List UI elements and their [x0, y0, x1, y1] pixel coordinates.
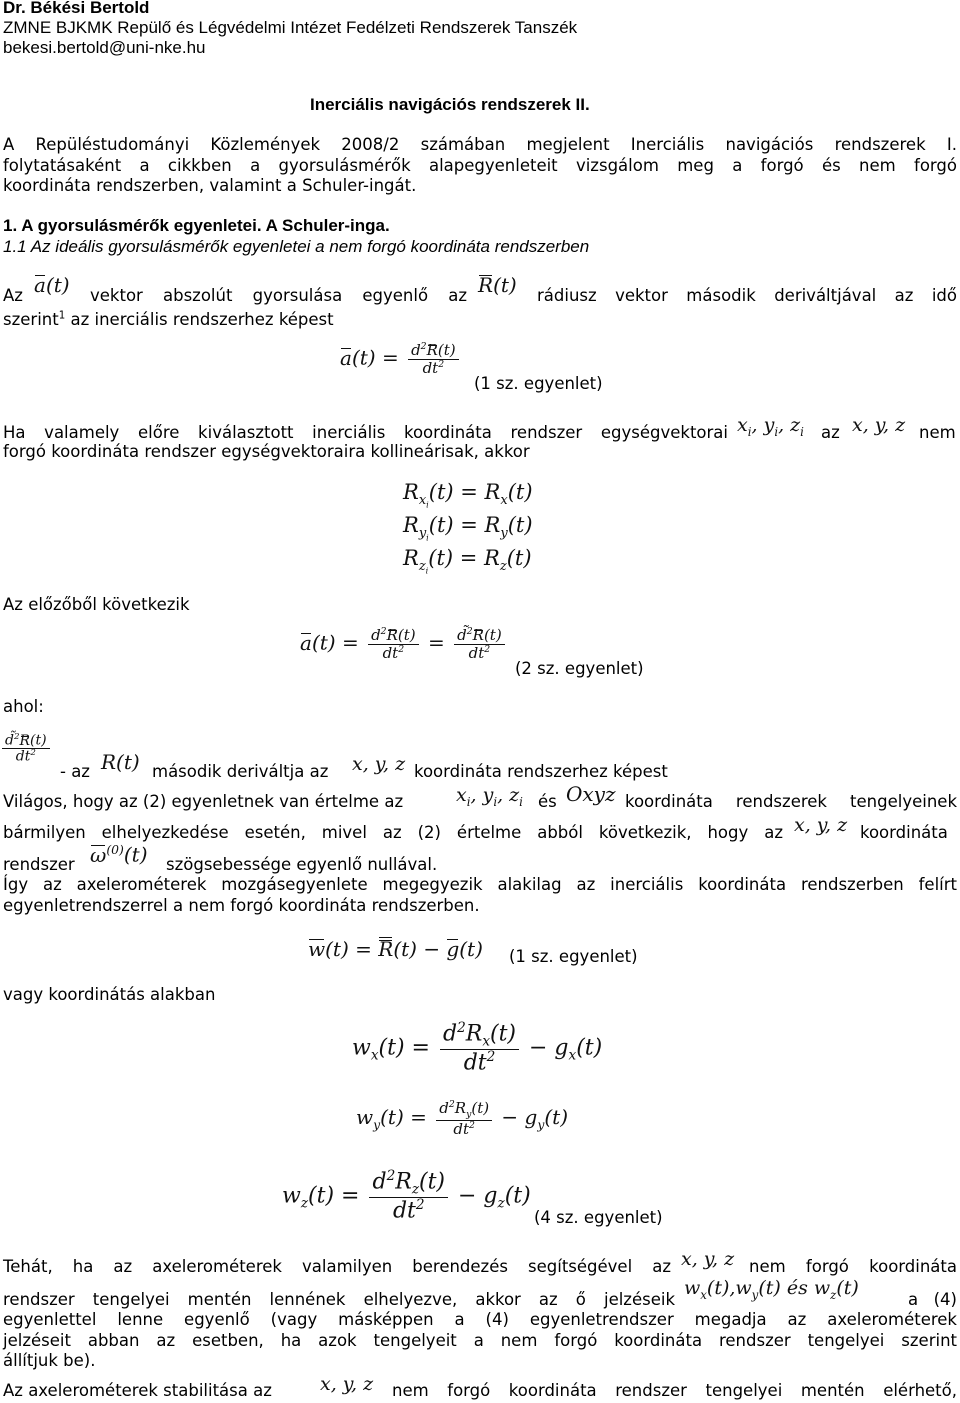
p4-text-a: - az [60, 762, 90, 781]
author-name: Dr. Békési Bertold [3, 0, 150, 17]
p9-line-4: jelzéseit abban az esetben, ha azok tengelyeit a nem forgó koordináta rendszer tengelyei szerint [3, 1331, 957, 1350]
p2-line-2: forgó koordináta rendszer egységvektoraira kollineárisak, akkor [3, 442, 530, 461]
p9-text-d: a (4) [908, 1290, 957, 1309]
equation-1: a(t) = $\frac{d^2R(t)}{dt^2}$ [340, 342, 462, 376]
p9-text-a: Tehát, ha az axelerométerek valamilyen berendezés segítségével az [3, 1257, 671, 1276]
formula-x-y-z-2: x, y, z [352, 753, 406, 775]
page-title: Inerciális navigációs rendszerek II. [310, 95, 590, 114]
p10-text-a: Az axelerométerek stabilitása az [3, 1381, 272, 1400]
p9-text-b: nem forgó koordináta [749, 1257, 957, 1276]
section-heading-1-1: 1.1 Az ideális gyorsulásmérők egyenletei a nem forgó koordináta rendszerben [3, 237, 590, 256]
formula-Oxyz: Oxyz [566, 782, 616, 806]
intro-line-1: A Repüléstudományi Közlemények 2008/2 számában megjelent Inerciális navigációs rendszerek I. [3, 135, 957, 154]
p2-word-nem: nem [919, 423, 956, 442]
formula-x-y-z-3: x, y, z [794, 814, 848, 836]
equation-2: a(t) = $\frac{d^2R(t)}{dt^2}$ = $\frac{d̃^2R(t)}{dt^2}$ [300, 627, 508, 661]
p9-line-3: egyenlettel lenne egyenlő (vagy másképpen a (4) egyenletrendszer megadja az axelerométerek [3, 1310, 957, 1329]
p6-text-d: szögsebessége egyenlő nullával. [166, 855, 438, 874]
formula-x-y-z: x, y, z [852, 414, 906, 436]
p7-line-2: egyenletrendszerrel a nem forgó koordináta rendszerben. [3, 896, 480, 915]
p9-text-c: rendszer tengelyei mentén lennének elhelyezve, akkor az ő jelzéseik [3, 1290, 675, 1309]
p4-text-b: második deriváltja az [152, 762, 329, 781]
equation-3: w(t) = R(t) − g(t) [308, 937, 483, 961]
equation-Rx: $R_{x_i}(t) = R_x(t)$ [403, 480, 533, 510]
formula-omega-0: $\omega^{(0)}(t)$ [90, 842, 148, 867]
equation-2-label: (2 sz. egyenlet) [515, 659, 644, 678]
p1-word-az: Az [3, 286, 23, 305]
formula-x-y-z-5: x, y, z [320, 1373, 374, 1395]
equation-1-label: (1 sz. egyenlet) [474, 374, 603, 393]
p3-text: Az előzőből következik [3, 595, 190, 614]
p5-text-a: Világos, hogy az (2) egyenletnek van értelme az [3, 792, 404, 811]
equation-3-label: (1 sz. egyenlet) [509, 947, 638, 966]
email: bekesi.bertold@uni-nke.hu [3, 38, 206, 57]
formula-local-derivative: $\frac{d̃^2R(t)}{dt^2}$ [2, 733, 50, 765]
equation-wz: $w_z(t)$ = $\frac{d^2R_z(t)}{dt^2}$ − $g_z(t)$ [282, 1168, 531, 1224]
formula-a-t: a(t) [34, 273, 70, 297]
equation-4-label: (4 sz. egyenlet) [534, 1208, 663, 1227]
p1-line-2 [3, 310, 334, 329]
equation-wy: $w_y(t)$ = $\frac{d^2R_y(t)}{dt^2}$ − $g_y(t)$ [356, 1099, 569, 1138]
p6-text-a: bármilyen elhelyezkedése esetén, mivel az (2) értelme abból következik, hogy az [3, 823, 783, 842]
intro-line-2: folytatásaként a cikkben a gyorsulásmérők alapegyenleteit vizsgálom meg a forgó és nem forgó [3, 156, 957, 175]
formula-wx-wy-wz: $w_x(t),w_y(t)$ és $w_z(t)$ [684, 1277, 859, 1302]
formula-word-es: és [786, 1277, 808, 1299]
equation-Rz: $R_{z_i}(t) = R_z(t)$ [403, 546, 532, 576]
p6-text-c: rendszer [3, 855, 75, 874]
p2-line-1a: Ha valamely előre kiválasztott inerciális koordináta rendszer egységvektorai [3, 423, 728, 442]
footnote-marker: 1 [58, 310, 66, 322]
p1-text-mid2: rádiusz vektor második deriváltjával az idő [537, 286, 957, 305]
p5-word-es: és [538, 792, 557, 811]
affiliation: ZMNE BJKMK Repülő és Légvédelmi Intézet Fedélzeti Rendszerek Tanszék [3, 18, 578, 37]
ahol-text: ahol: [3, 697, 44, 716]
p2-word-az: az [821, 423, 840, 442]
formula-xi-yi-zi-2: $x_i$, $y_i$, $z_i$ [456, 784, 523, 809]
p1-text-end: az inerciális rendszerhez képest [70, 310, 334, 329]
equation-Ry: $R_{y_i}(t) = R_y(t)$ [403, 513, 533, 543]
p10-text-b: nem forgó koordináta rendszer tengelyei mentén elérhető, [392, 1381, 957, 1400]
p4-text-c: koordináta rendszerhez képest [414, 762, 668, 781]
formula-xi-yi-zi: $x_i$, $y_i$, $z_i$ [737, 414, 804, 439]
p8-text: vagy koordinátás alakban [3, 985, 216, 1004]
p5-text-c: koordináta rendszerek tengelyeinek [625, 792, 957, 811]
p1-word-szerint: szerint [3, 310, 59, 329]
p1-text-mid1: vektor abszolút gyorsulása egyenlő az [90, 286, 467, 305]
p7-line-1: Így az axelerométerek mozgásegyenlete megegyezik alakilag az inerciális koordináta rendszerben felírt [3, 875, 957, 894]
formula-x-y-z-4: x, y, z [681, 1248, 735, 1270]
equation-wx: $w_x(t)$ = $\frac{d^2R_x(t)}{dt^2}$ − $g_x(t)$ [352, 1020, 603, 1076]
formula-R-t: R(t) [478, 273, 517, 297]
section-heading-1: 1. A gyorsulásmérők egyenletei. A Schuler-inga. [3, 216, 390, 235]
p6-text-b: koordináta [860, 823, 948, 842]
p9-line-5: állítjuk be). [3, 1351, 96, 1370]
formula-R-t-2: R(t) [101, 750, 140, 774]
intro-line-3: koordináta rendszerben, valamint a Schuler-ingát. [3, 176, 417, 195]
